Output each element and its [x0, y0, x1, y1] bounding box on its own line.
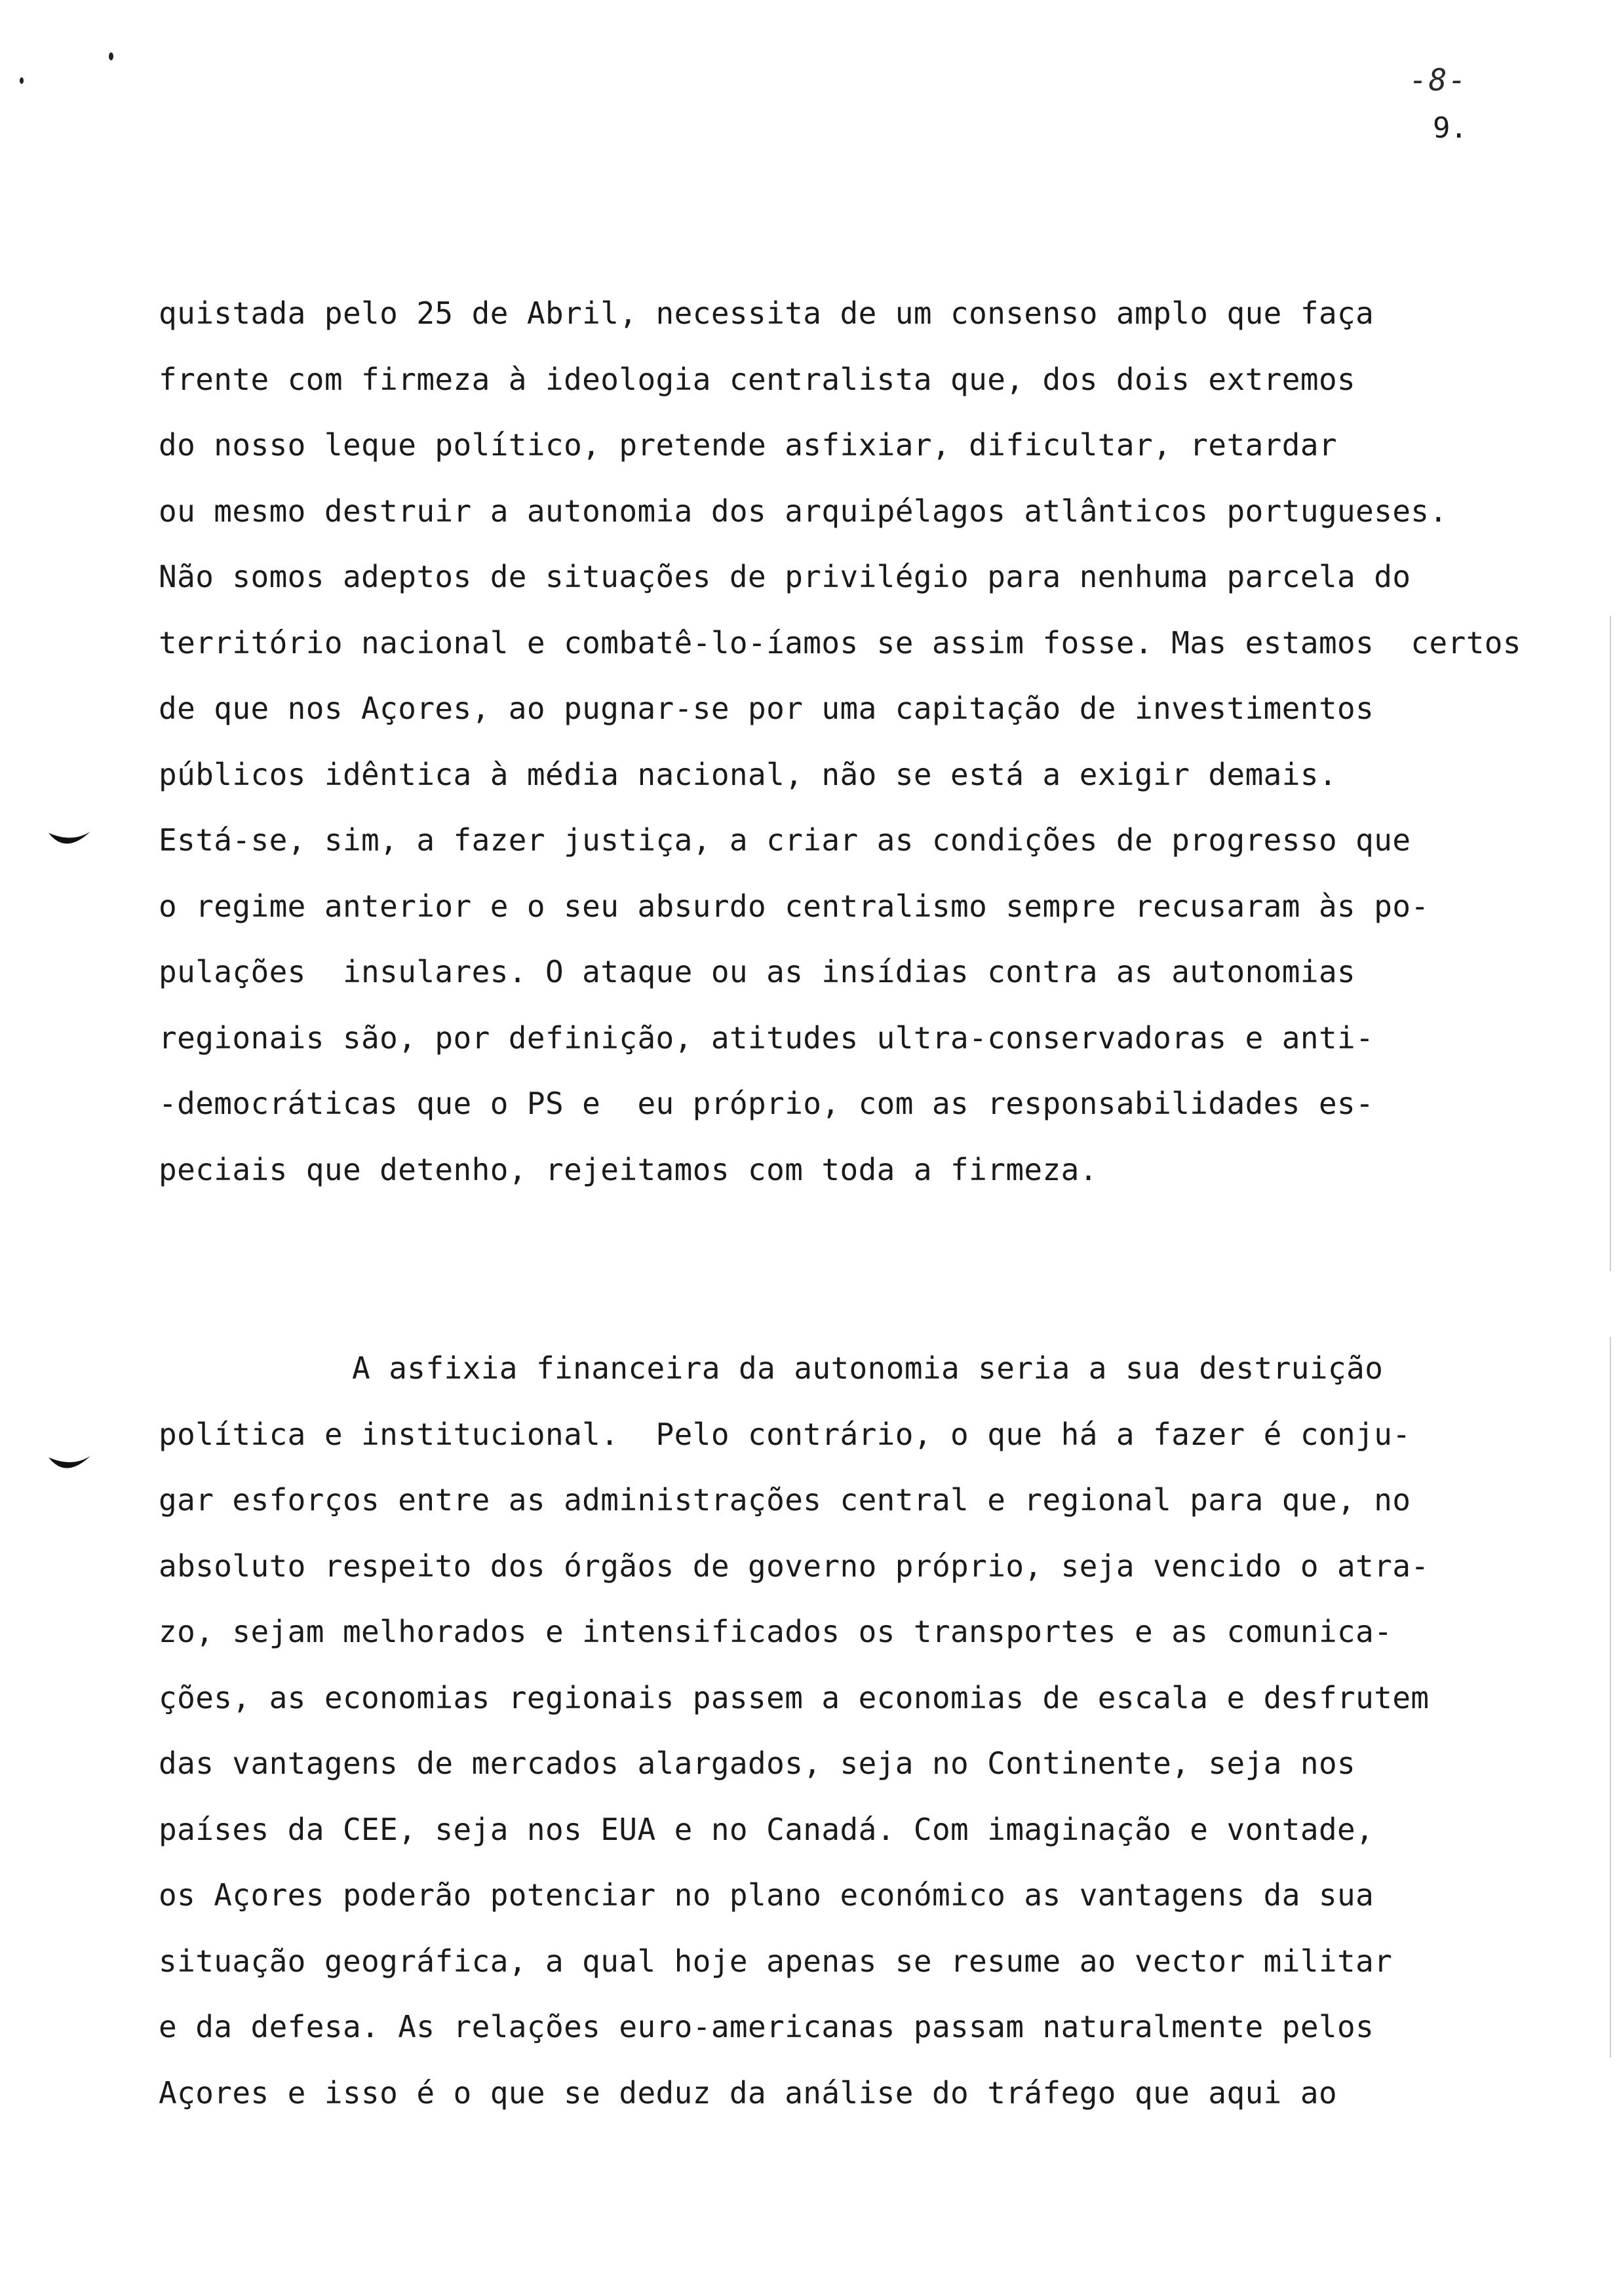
paragraph-2	[159, 1335, 1528, 2126]
text-line: regionais são, por definição, atitudes ultra-conservadoras e anti-	[159, 1020, 1374, 1056]
text-line: ções, as economias regionais passem a economias de escala e desfrutem	[159, 1679, 1430, 1715]
text-line: quistada pelo 25 de Abril, necessita de um consenso amplo que faça	[159, 296, 1374, 331]
text-line: de que nos Açores, ao pugnar-se por uma capitação de investimentos	[159, 691, 1374, 726]
paragraph-1	[159, 280, 1528, 1202]
ink-speck	[109, 52, 113, 60]
page-number: 9.	[1433, 111, 1468, 145]
text-line: situação geográfica, a qual hoje apenas se resume ao vector militar	[159, 1943, 1393, 1979]
text-line: das vantagens de mercados alargados, seja no Continente, seja nos	[159, 1746, 1356, 1781]
text-line: A asfixia financeira da autonomia seria a sua destruição	[352, 1350, 1384, 1386]
text-line: gar esforços entre as administrações central e regional para que, no	[159, 1482, 1411, 1518]
text-line: e da defesa. As relações euro-americanas passam naturalmente pelos	[159, 2009, 1374, 2044]
punch-hole-mark	[46, 1453, 93, 1476]
punch-hole-mark	[46, 829, 93, 851]
handwritten-page-number: -8-	[1409, 62, 1468, 98]
ink-speck	[20, 77, 24, 84]
text-line: o regime anterior e o seu absurdo centralismo sempre recusaram às po-	[159, 888, 1430, 924]
text-line: absoluto respeito dos órgãos de governo próprio, seja vencido o atra-	[159, 1548, 1430, 1584]
text-line: zo, sejam melhorados e intensificados os transportes e as comunica-	[159, 1614, 1393, 1649]
text-line: frente com firmeza à ideologia centralista que, dos dois extremos	[159, 361, 1356, 397]
text-line: os Açores poderão potenciar no plano económico as vantagens da sua	[159, 1877, 1374, 1913]
text-line: ou mesmo destruir a autonomia dos arquipélagos atlânticos portugueses.	[159, 493, 1448, 529]
scan-edge	[1610, 616, 1611, 1271]
text-line: países da CEE, seja nos EUA e no Canadá. Com imaginação e vontade,	[159, 1811, 1374, 1847]
text-line: pulações insulares. O ataque ou as insídias contra as autonomias	[159, 954, 1356, 989]
text-line: território nacional e combatê-lo-íamos se assim fosse. Mas estamos certos	[159, 624, 1521, 660]
text-line: peciais que detenho, rejeitamos com toda a firmeza.	[159, 1151, 1098, 1187]
text-line: públicos idêntica à média nacional, não se está a exigir demais.	[159, 756, 1338, 792]
text-line: -democráticas que o PS e eu próprio, com as responsabilidades es-	[159, 1086, 1374, 1121]
scan-edge	[1610, 1337, 1611, 2057]
text-line: Não somos adeptos de situações de privilégio para nenhuma parcela do	[159, 559, 1411, 594]
text-line: política e institucional. Pelo contrário, o que há a fazer é conju-	[159, 1416, 1411, 1452]
text-line: Açores e isso é o que se deduz da análise do tráfego que aqui ao	[159, 2075, 1338, 2111]
text-line: do nosso leque político, pretende asfixiar, dificultar, retardar	[159, 427, 1338, 463]
text-line: Está-se, sim, a fazer justiça, a criar as condições de progresso que	[159, 822, 1411, 858]
